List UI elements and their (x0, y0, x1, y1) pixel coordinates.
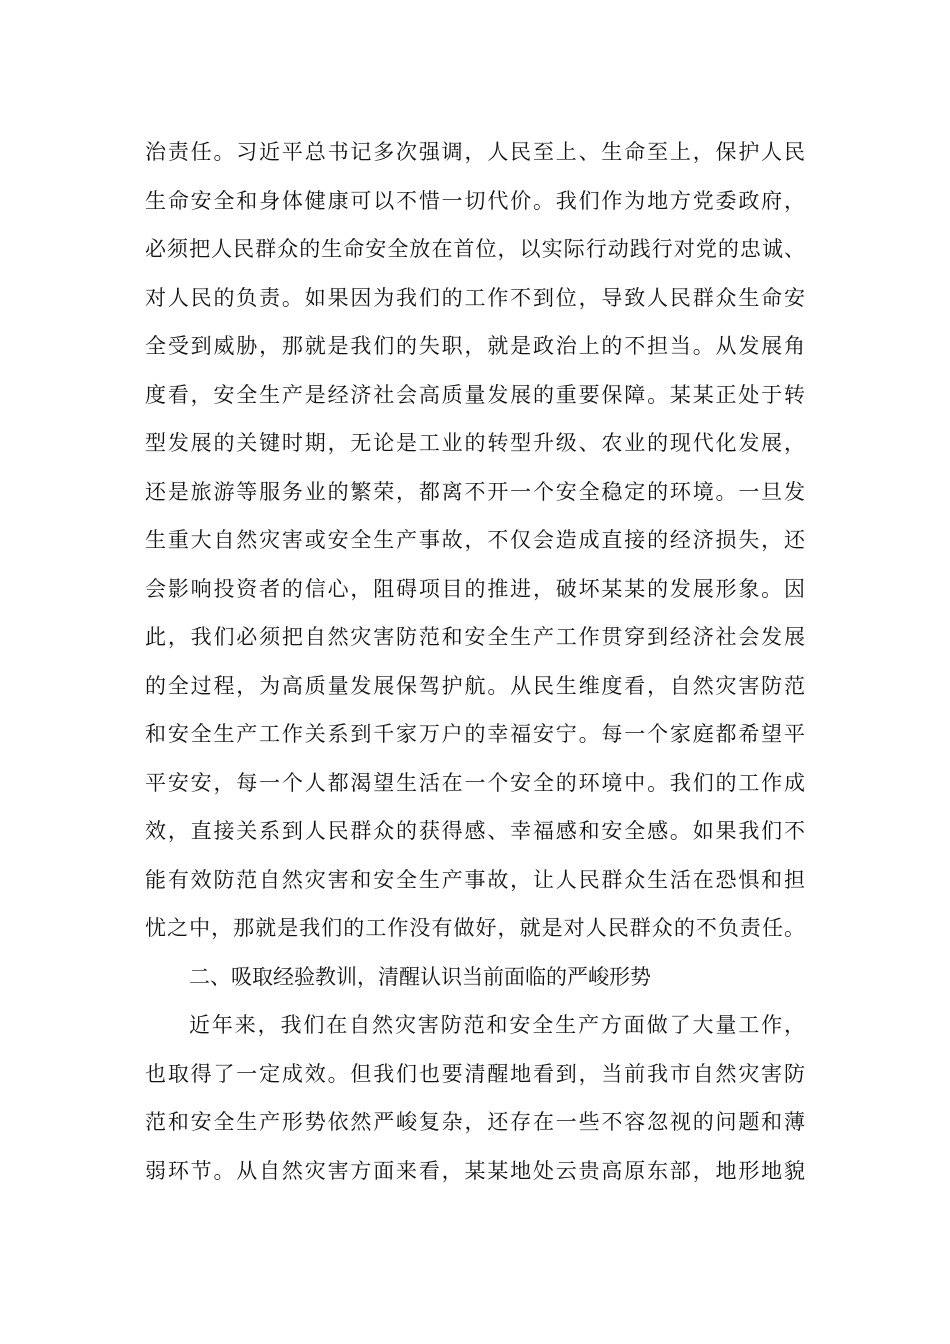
text-line: 近年来，我们在自然灾害防范和安全生产方面做了大量工作， (189, 1013, 805, 1037)
text-line: 必须把人民群众的生命安全放在首位，以实际行动践行对党的忠诚、 (145, 237, 805, 261)
text-line: 和安全生产工作关系到千家万户的幸福安宁。每一个家庭都希望平 (145, 722, 805, 746)
text-line: 弱环节。从自然灾害方面来看，某某地处云贵高原东部，地形地貌 (145, 1158, 805, 1183)
text-line: 对人民的负责。如果因为我们的工作不到位，导致人民群众生命安 (145, 285, 805, 310)
text-line: 会影响投资者的信心，阻碍项目的推进，破坏某某的发展形象。因 (145, 576, 805, 601)
text-line: 度看，安全生产是经济社会高质量发展的重要保障。某某正处于转 (145, 382, 805, 407)
section-heading: 二、吸取经验教训，清醒认识当前面临的严峻形势 (189, 964, 651, 989)
text-line: 也取得了一定成效。但我们也要清醒地看到，当前我市自然灾害防 (145, 1061, 805, 1086)
text-line: 此，我们必须把自然灾害防范和安全生产工作贯穿到经济社会发展 (145, 625, 805, 649)
text-line: 效，直接关系到人民群众的获得感、幸福感和安全感。如果我们不 (145, 819, 805, 843)
text-line: 型发展的关键时期，无论是工业的转型升级、农业的现代化发展， (145, 431, 805, 455)
text-line: 能有效防范自然灾害和安全生产事故，让人民群众生活在恐惧和担 (145, 867, 805, 892)
text-line: 治责任。习近平总书记多次强调，人民至上、生命至上，保护人民 (145, 140, 805, 164)
text-line: 生重大自然灾害或安全生产事故，不仅会造成直接的经济损失，还 (145, 528, 805, 552)
text-line: 平安安，每一个人都渴望生活在一个安全的环境中。我们的工作成 (145, 770, 805, 795)
text-line: 还是旅游等服务业的繁荣，都离不开一个安全稳定的环境。一旦发 (145, 479, 805, 504)
text-line: 范和安全生产形势依然严峻复杂，还存在一些不容忽视的问题和薄 (145, 1110, 805, 1134)
text-line: 忧之中，那就是我们的工作没有做好，就是对人民群众的不负责任。 (145, 916, 805, 940)
text-line: 的全过程，为高质量发展保驾护航。从民生维度看，自然灾害防范 (145, 673, 805, 698)
text-line: 全受到威胁，那就是我们的失职，就是政治上的不担当。从发展角 (145, 334, 805, 358)
text-line: 生命安全和身体健康可以不惜一切代价。我们作为地方党委政府， (145, 188, 805, 213)
document-page (145, 136, 805, 1203)
